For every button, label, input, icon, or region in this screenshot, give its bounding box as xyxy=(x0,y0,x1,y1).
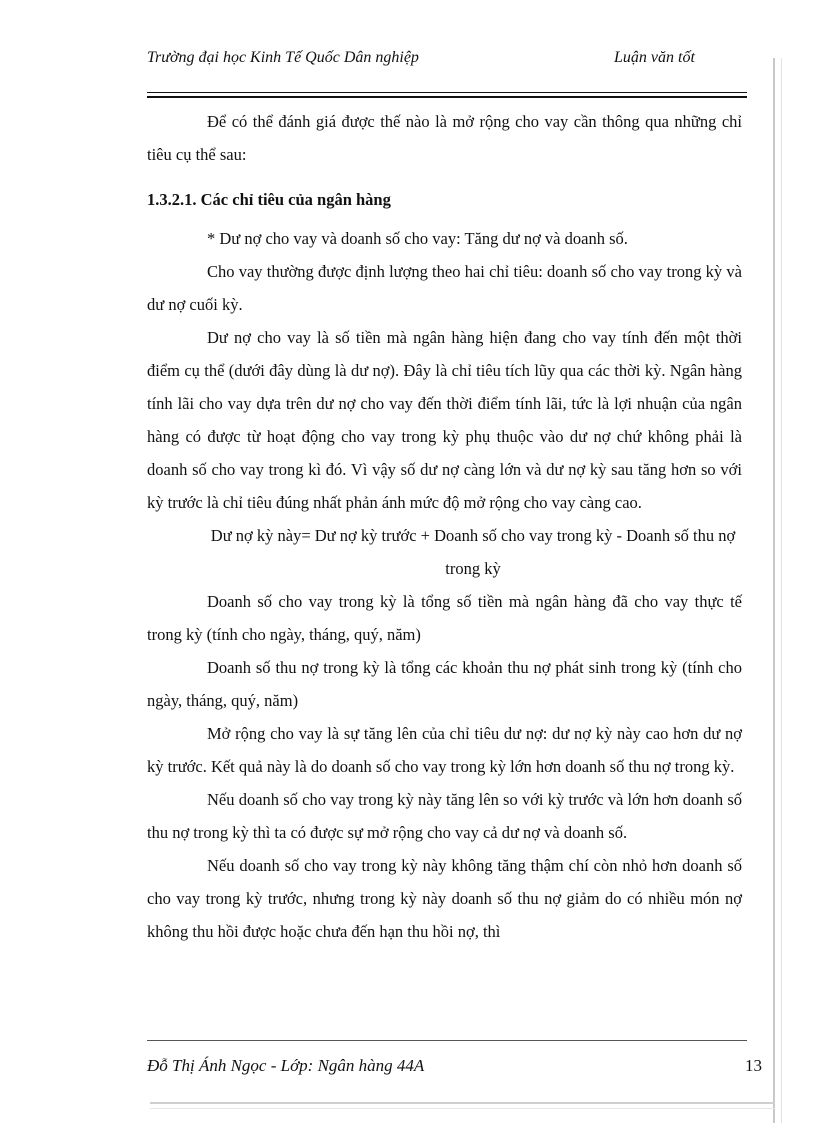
section-heading: 1.3.2.1. Các chỉ tiêu của ngân hàng xyxy=(147,190,391,209)
intro-paragraph: Để có thể đánh giá được thế nào là mở rộng cho vay cần thông qua những chỉ tiêu cụ thể sau: xyxy=(147,112,742,164)
body-paragraph: Doanh số thu nợ trong kỳ là tổng các khoản thu nợ phát sinh trong kỳ (tính cho ngày, tháng, quý, năm) xyxy=(147,658,742,710)
body-paragraph: Cho vay thường được định lượng theo hai chỉ tiêu: doanh số cho vay trong kỳ và dư nợ cuối kỳ. xyxy=(147,262,742,314)
page-shadow-right xyxy=(773,58,782,1123)
document-body xyxy=(147,105,742,948)
footer-author: Đỗ Thị Ánh Ngọc - Lớp: Ngân hàng 44A xyxy=(147,1056,425,1075)
header-document-type: Luận văn tốt xyxy=(614,49,695,66)
formula-line: Dư nợ kỳ này= Dư nợ kỳ trước + Doanh số cho vay trong kỳ - Doanh số thu nợ trong kỳ xyxy=(210,526,736,578)
body-paragraph: Nếu doanh số cho vay trong kỳ này tăng lên so với kỳ trước và lớn hơn doanh số thu nợ trong kỳ thì ta có được sự mở rộng cho vay cả dư nợ và doanh số. xyxy=(147,790,742,842)
body-paragraph: * Dư nợ cho vay và doanh số cho vay: Tăng dư nợ và doanh số. xyxy=(207,229,628,248)
page-number: 13 xyxy=(745,1056,762,1075)
body-paragraph: Dư nợ cho vay là số tiền mà ngân hàng hiện đang cho vay tính đến một thời điểm cụ thể (dưới đây dùng là dư nợ). Đây là chỉ tiêu tích lũy qua các thời kỳ. Ngân hàng tính lãi cho vay dựa trên dư nợ cho vay đến thời điểm tính lãi, tức là lợi nhuận của ngân hàng có được từ hoạt động cho vay trong kỳ phụ thuộc vào dư nợ chứ không phải là doanh số cho vay trong kì đó. Vì vậy số dư nợ càng lớn và dư nợ kỳ sau tăng hơn so với kỳ trước là chỉ tiêu đúng nhất phản ánh mức độ mở rộng cho vay càng cao. xyxy=(147,328,742,512)
body-paragraph: Nếu doanh số cho vay trong kỳ này không tăng thậm chí còn nhỏ hơn doanh số cho vay trong kỳ trước, nhưng trong kỳ này doanh số thu nợ giảm do có nhiều món nợ không thu hồi được hoặc chưa đến hạn thu hồi nợ, thì xyxy=(147,856,742,941)
body-paragraph: Doanh số cho vay trong kỳ là tổng số tiền mà ngân hàng đã cho vay thực tế trong kỳ (tính cho ngày, tháng, quý, năm) xyxy=(147,592,742,644)
header-school-name: Trường đại học Kinh Tế Quốc Dân nghiệp xyxy=(147,49,419,66)
header-double-rule xyxy=(147,92,747,98)
body-paragraph: Mở rộng cho vay là sự tăng lên của chỉ tiêu dư nợ: dư nợ kỳ này cao hơn dư nợ kỳ trước. Kết quả này là do doanh số cho vay trong kỳ lớn hơn doanh số thu nợ trong kỳ. xyxy=(147,724,742,776)
footer-rule xyxy=(147,1040,747,1041)
page-shadow-bottom xyxy=(150,1102,775,1109)
